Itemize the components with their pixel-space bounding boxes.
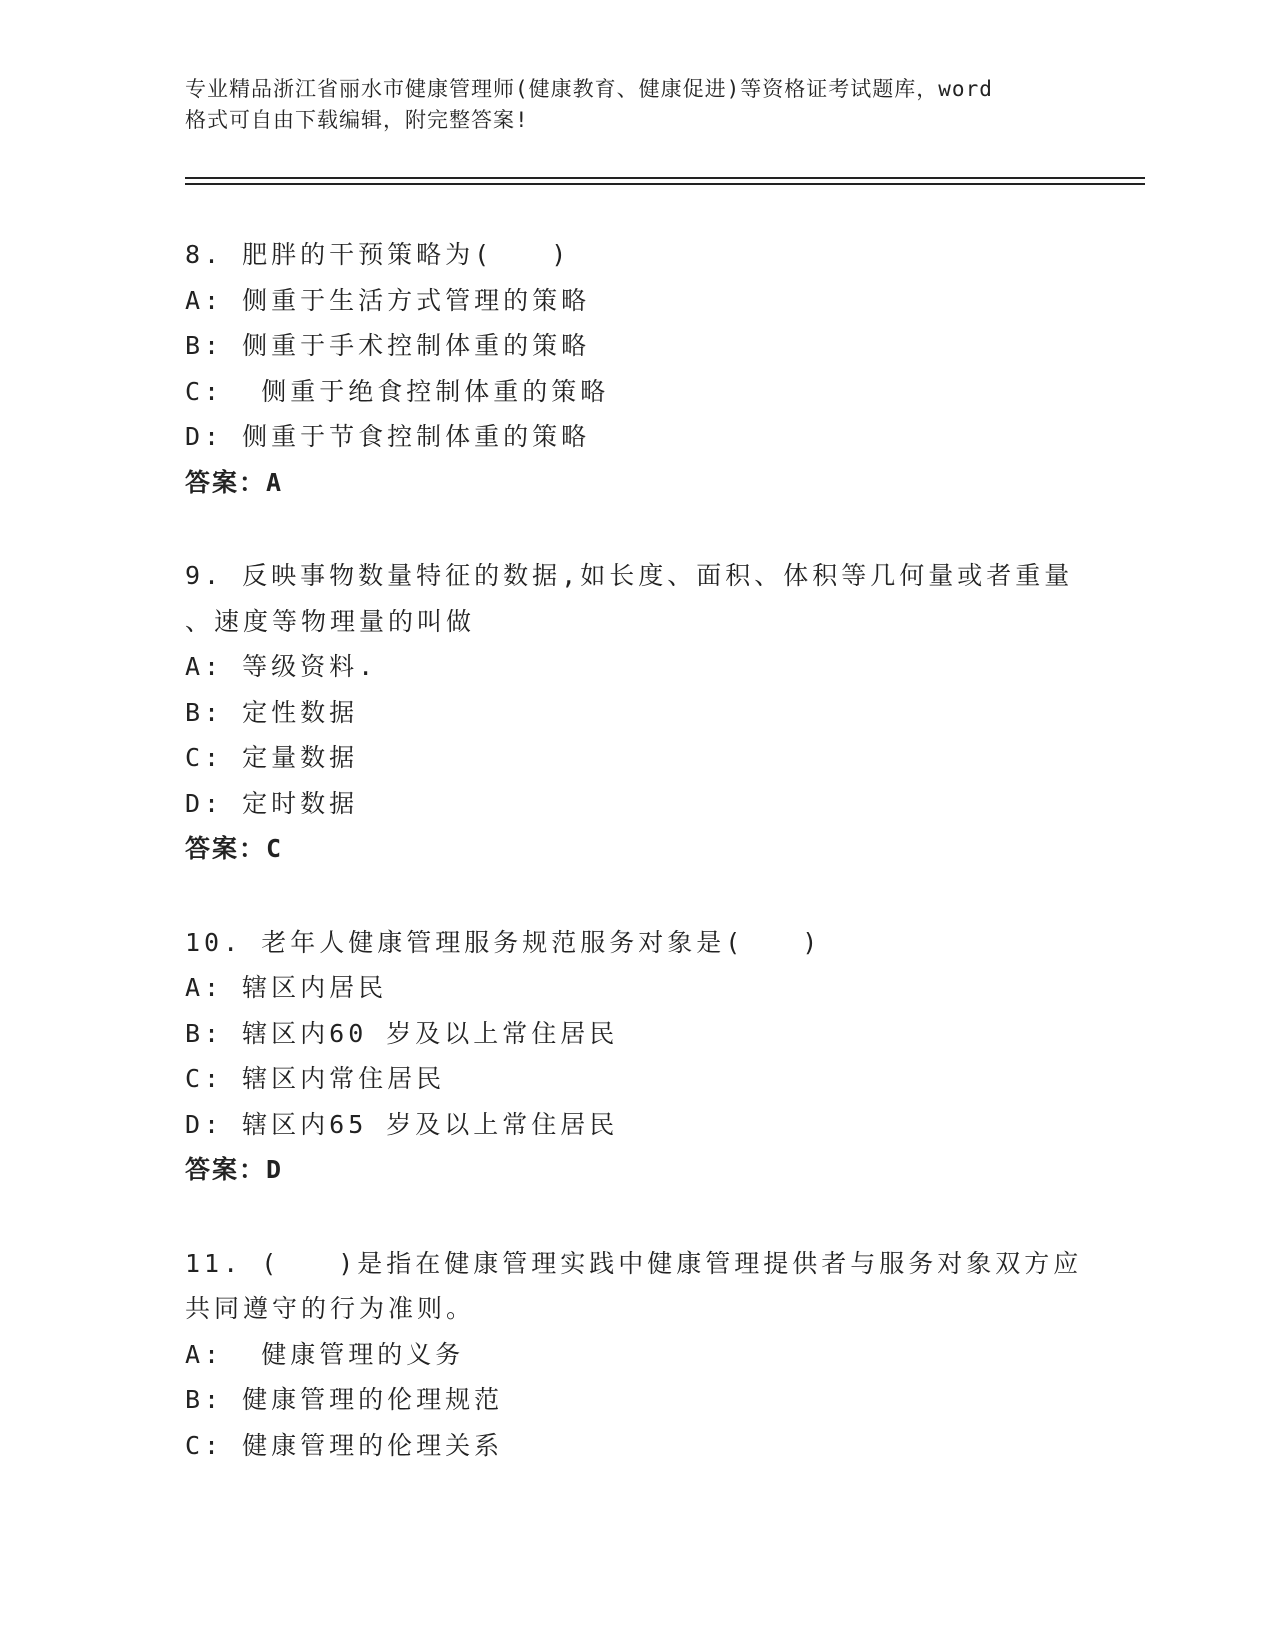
question-stem: 10. 老年人健康管理服务规范服务对象是( ) (185, 927, 822, 957)
option-d: D: 辖区内65 岁及以上常住居民 (185, 1109, 619, 1139)
header-rule-top (185, 177, 1145, 179)
answer-line: 答案：D (185, 1155, 284, 1184)
option-a: A: 辖区内居民 (185, 973, 388, 1002)
option-c: C: 辖区内常住居民 (185, 1064, 446, 1093)
option-a: A: 健康管理的义务 (185, 1339, 465, 1369)
header-rule-bottom (185, 183, 1145, 185)
option-c: C: 健康管理的伦理关系 (185, 1430, 504, 1460)
question-8 (185, 232, 1085, 505)
option-c: C: 侧重于绝食控制体重的策略 (185, 376, 610, 406)
question-stem: 11. ( )是指在健康管理实践中健康管理提供者与服务对象双方应 (185, 1248, 1083, 1278)
question-list (185, 232, 1085, 1516)
answer-line: 答案：A (185, 467, 284, 497)
option-a: A: 等级资料. (185, 652, 378, 681)
question-stem: 8. 肥胖的干预策略为( ) (185, 240, 571, 269)
option-c: C: 定量数据 (185, 743, 359, 772)
option-b: B: 辖区内60 岁及以上常住居民 (185, 1018, 619, 1048)
option-d: D: 定时数据 (185, 788, 359, 818)
question-stem-continued: 共同遵守的行为准则。 (185, 1294, 476, 1323)
answer-line: 答案：C (185, 834, 284, 863)
document-header (185, 74, 1085, 136)
option-b: B: 定性数据 (185, 697, 359, 727)
option-a: A: 侧重于生活方式管理的策略 (185, 285, 591, 315)
question-11 (185, 1241, 1085, 1469)
option-b: B: 健康管理的伦理规范 (185, 1385, 504, 1414)
header-line-2: 格式可自由下载编辑，附完整答案! (185, 108, 529, 132)
question-10 (185, 920, 1085, 1193)
header-line-1: 专业精品浙江省丽水市健康管理师(健康教育、健康促进)等资格证考试题库，word (185, 77, 993, 101)
option-d: D: 侧重于节食控制体重的策略 (185, 422, 591, 451)
question-stem: 9. 反映事物数量特征的数据,如长度、面积、体积等几何量或者重量 (185, 561, 1074, 590)
option-b: B: 侧重于手术控制体重的策略 (185, 331, 591, 360)
question-9 (185, 553, 1085, 872)
question-stem-continued: 、速度等物理量的叫做 (185, 606, 476, 636)
